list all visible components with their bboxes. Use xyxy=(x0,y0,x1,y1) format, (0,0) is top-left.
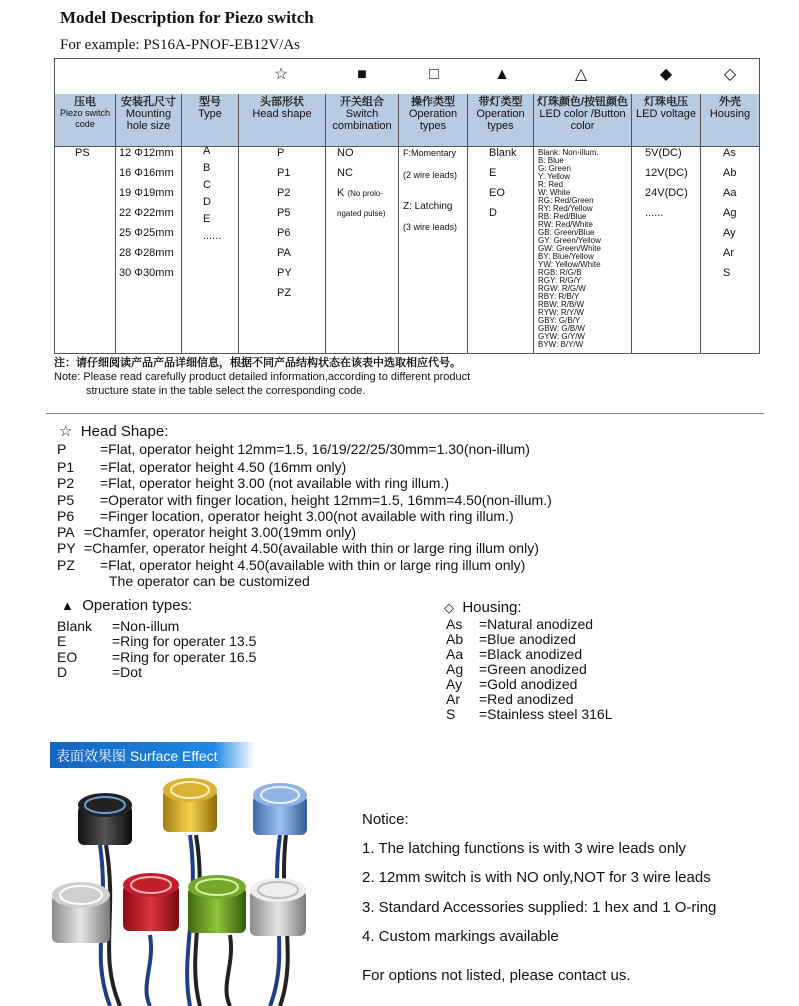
head-shape-title xyxy=(59,424,777,440)
list-item: Blank: Non-illum. xyxy=(538,148,599,157)
table-note xyxy=(54,356,754,398)
notice-item: 3. Standard Accessories supplied: 1 hex and 1 O-ring xyxy=(362,899,717,916)
header-en: Housing xyxy=(709,108,751,120)
desc: =Black anodized xyxy=(479,646,583,662)
diamond-icon: ◇ xyxy=(444,600,454,615)
list-item xyxy=(337,183,385,203)
header-en: Mounting hole size xyxy=(125,108,172,132)
code: Ab xyxy=(446,631,464,647)
list-item xyxy=(444,616,764,631)
desc: =Green anodized xyxy=(479,661,587,677)
note-en: structure state in the table select the corresponding code. xyxy=(86,385,366,397)
list-item: As xyxy=(723,147,736,159)
black-switch xyxy=(78,793,132,845)
list-item: GBW: G/B/W xyxy=(538,324,585,333)
list-item: S xyxy=(723,267,731,279)
code: Ar xyxy=(446,691,460,707)
header-en: Operation types xyxy=(408,108,458,132)
list-item: GYW: G/Y/W xyxy=(538,332,585,341)
example-text: For example: PS16A-PNOF-EB12V/As xyxy=(60,37,301,53)
operation-title xyxy=(61,598,357,614)
list-item: PA xyxy=(277,247,291,259)
desc: =Operator with finger location, height 12mm=1.5, 16mm=4.50(non-illum.) xyxy=(100,492,552,508)
col-divider xyxy=(467,94,468,353)
list-item xyxy=(57,540,777,557)
col-divider xyxy=(325,94,326,353)
code: PA xyxy=(57,524,75,540)
gold-switch xyxy=(163,778,217,832)
filled-triangle-symbol: ▲ xyxy=(494,66,510,83)
list-item: RG: Red/Green xyxy=(538,196,594,205)
code: P xyxy=(57,441,67,457)
list-item: ...... xyxy=(203,230,222,242)
code: P5 xyxy=(57,492,75,508)
col-divider xyxy=(631,94,632,353)
triangle-symbol: △ xyxy=(574,66,588,83)
list-item: R: Red xyxy=(538,180,563,189)
type-list xyxy=(203,143,221,245)
code: As xyxy=(446,616,463,632)
code: D xyxy=(57,664,68,680)
ring-list xyxy=(489,143,517,223)
list-item: RGY: R/G/Y xyxy=(538,276,582,285)
green-switch xyxy=(188,875,246,933)
star-icon: ☆ xyxy=(59,423,73,440)
list-item xyxy=(57,633,357,649)
list-item: Ag xyxy=(723,207,737,219)
list-item: NO xyxy=(337,147,354,159)
red-switch xyxy=(123,873,179,931)
code: Aa xyxy=(446,646,464,662)
header-housing xyxy=(701,96,759,120)
list-item xyxy=(57,649,357,664)
list-item: G: Green xyxy=(538,164,571,173)
header-en: Operation types xyxy=(476,108,525,132)
list-item: BY: Blue/Yellow xyxy=(538,252,594,261)
list-item: Aa xyxy=(723,187,737,199)
filled-triangle-icon: ▲ xyxy=(61,598,74,613)
col-divider xyxy=(398,94,399,353)
list-item: Blank xyxy=(489,147,517,159)
notice-item: 4. Custom markings available xyxy=(362,928,559,945)
list-item: 5V(DC) xyxy=(645,147,682,159)
desc: =Chamfer, operator height 4.50(available with thin or large ring illum only) xyxy=(84,540,539,556)
header-cn: 灯珠电压 xyxy=(644,96,688,108)
list-item xyxy=(444,706,764,721)
desc: =Natural anodized xyxy=(479,616,594,632)
list-item: P5 xyxy=(277,207,291,219)
list-item: 25 Φ25mm xyxy=(119,227,174,239)
product-photo xyxy=(40,775,340,1006)
list-item: RW: Red/White xyxy=(538,220,593,229)
list-item xyxy=(57,508,777,524)
head-list xyxy=(277,143,292,303)
header-piezo xyxy=(55,96,115,130)
header-voltage xyxy=(632,96,700,120)
code: PY xyxy=(57,540,76,556)
desc: =Gold anodized xyxy=(479,676,578,692)
list-item xyxy=(57,618,357,633)
list-item: B xyxy=(203,162,211,174)
list-item: Ar xyxy=(723,247,734,259)
list-item: EO xyxy=(489,187,505,199)
list-item: P6 xyxy=(277,227,291,239)
surface-effect-banner xyxy=(50,742,255,768)
diamond-symbol: ◇ xyxy=(723,66,737,83)
list-item: 19 Φ19mm xyxy=(119,187,174,199)
page-title: Model Description for Piezo switch xyxy=(60,8,314,27)
list-item: 12 Φ12mm xyxy=(119,147,174,159)
col-divider xyxy=(238,94,239,353)
code: P1 xyxy=(57,459,75,475)
desc: =Ring for operater 16.5 xyxy=(112,649,257,665)
list-item: RYW: R/Y/W xyxy=(538,308,584,317)
col-divider xyxy=(700,94,701,353)
list-item: 28 Φ28mm xyxy=(119,247,174,259)
header-switch xyxy=(326,96,398,132)
desc: =Flat, operator height 4.50(available with thin or large ring illum only) xyxy=(100,557,526,573)
col-divider xyxy=(533,94,534,353)
banner-label: 表面效果图 Surface Effect xyxy=(56,748,218,764)
desc: =Non-illum xyxy=(112,618,180,634)
header-mounting xyxy=(116,96,181,132)
switch-list xyxy=(337,143,385,221)
divider xyxy=(46,413,764,414)
list-item xyxy=(444,646,764,661)
section-title: Operation types: xyxy=(82,597,193,614)
housing-list xyxy=(723,143,736,283)
section-title: Head Shape: xyxy=(80,423,169,440)
list-item: 22 Φ22mm xyxy=(119,207,174,219)
list-item: PY xyxy=(277,267,292,279)
code: P2 xyxy=(57,475,75,491)
header-en: Type xyxy=(198,108,222,120)
silver-switch xyxy=(52,882,110,943)
list-item: 30 Φ30mm xyxy=(119,267,174,279)
symbol-row xyxy=(55,59,759,95)
header-operation xyxy=(399,96,467,132)
header-cn: 开关组合 xyxy=(340,96,384,108)
list-item: P2 xyxy=(277,187,291,199)
list-item: YW: Yellow/White xyxy=(538,260,601,269)
list-item xyxy=(444,691,764,706)
desc: =Stainless steel 316L xyxy=(479,706,613,722)
desc: =Chamfer, operator height 3.00(19mm only) xyxy=(84,524,356,540)
list-item: E xyxy=(203,213,211,225)
switch-k: K xyxy=(337,187,345,199)
code: S xyxy=(446,706,456,722)
desc: =Finger location, operator height 3.00(not available with ring illum.) xyxy=(100,508,514,524)
notice-item: 1. The latching functions is with 3 wire leads only xyxy=(362,840,687,857)
list-item: D xyxy=(489,207,497,219)
list-item: RBY: R/B/Y xyxy=(538,292,580,301)
notice-footer: For options not listed, please contact us. xyxy=(362,967,631,984)
led-color-list xyxy=(538,149,601,349)
list-item: RY: Red/Yellow xyxy=(538,204,593,213)
housing-section xyxy=(444,600,764,721)
list-item: 24V(DC) xyxy=(645,187,688,199)
list-item xyxy=(444,676,764,691)
list-item: 12V(DC) xyxy=(645,167,688,179)
header-led-color xyxy=(534,96,631,132)
list-item: RGB: R/G/B xyxy=(538,268,582,277)
blue-switch xyxy=(253,783,307,835)
list-item xyxy=(57,492,777,508)
header-head-shape xyxy=(239,96,325,120)
operation-section xyxy=(57,598,357,680)
list-item: Y: Yellow xyxy=(538,172,571,181)
code: Ag xyxy=(446,661,464,677)
notice-title: Notice: xyxy=(362,811,409,828)
list-item: RB: Red/Blue xyxy=(538,212,587,221)
code: E xyxy=(57,633,67,649)
list-item: P1 xyxy=(277,167,291,179)
notice-item: 2. 12mm switch is with NO only,NOT for 3 wire leads xyxy=(362,869,711,886)
switch-k-note: (No prolo- xyxy=(347,189,383,198)
list-item: A xyxy=(203,145,211,157)
list-item: Ab xyxy=(723,167,737,179)
list-item: GB: Green/Blue xyxy=(538,228,595,237)
list-item: E xyxy=(489,167,497,179)
mounting-list xyxy=(119,143,174,283)
list-item: (2 wire leads) xyxy=(403,170,458,180)
desc: =Flat, operator height 4.50 (16mm only) xyxy=(100,459,347,475)
list-item: B: Blue xyxy=(538,156,564,165)
list-item: (3 wire leads) xyxy=(403,222,458,232)
square-symbol: □ xyxy=(429,66,439,83)
operation-list xyxy=(403,143,457,237)
col-divider xyxy=(181,94,182,353)
list-item: Z: Latching xyxy=(403,201,453,212)
list-item xyxy=(57,475,777,492)
list-item: 16 Φ16mm xyxy=(119,167,174,179)
code: P6 xyxy=(57,508,75,524)
piezo-code: PS xyxy=(75,147,90,159)
list-item: C xyxy=(203,179,211,191)
list-item: D xyxy=(203,196,211,208)
filled-diamond-symbol: ◆ xyxy=(659,66,673,83)
list-item: GY: Green/Yellow xyxy=(538,236,601,245)
star-symbol: ☆ xyxy=(273,66,289,83)
list-item xyxy=(57,557,777,573)
list-item: RBW: R/B/W xyxy=(538,300,585,309)
header-cn: 安装孔尺寸 xyxy=(121,96,176,108)
list-item xyxy=(57,664,357,680)
note-cn: 注：请仔细阅读产品产品详细信息，根据不同产品结构状态在该表中选取相应代号。 xyxy=(54,357,461,369)
list-item: PZ xyxy=(277,287,292,299)
code: Blank xyxy=(57,618,93,634)
header-cn: 操作类型 xyxy=(411,96,455,108)
code: PZ xyxy=(57,557,75,573)
header-cn: 压电 xyxy=(74,96,96,108)
list-item: F:Momentary xyxy=(403,148,457,158)
section-title: Housing: xyxy=(462,599,522,616)
header-cn: 灯珠颜色/按钮颜色 xyxy=(536,96,629,108)
housing-title xyxy=(444,600,764,616)
header-en: Head shape xyxy=(252,108,312,120)
note-en: Note: Please read carefully product detailed information,according to different product xyxy=(54,371,471,383)
list-item: P xyxy=(277,147,285,159)
header-cn: 头部形状 xyxy=(260,96,304,108)
list-item: ...... xyxy=(645,207,664,219)
list-item xyxy=(57,441,777,459)
code: EO xyxy=(57,649,78,665)
header-en: Piezo switch code xyxy=(59,108,111,129)
desc: =Flat, operator height 3.00 (not available with ring illum.) xyxy=(100,475,450,491)
list-item: W: White xyxy=(538,188,571,197)
header-cn: 外壳 xyxy=(719,96,741,108)
header-en: Switch combination xyxy=(332,108,392,132)
list-item xyxy=(57,459,777,475)
head-shape-footer: The operator can be customized xyxy=(109,573,310,589)
col-divider xyxy=(115,94,116,353)
code: Ay xyxy=(446,676,463,692)
head-shape-section xyxy=(57,424,777,589)
header-type xyxy=(182,96,238,120)
header-en: LED voltage xyxy=(636,108,696,120)
list-item xyxy=(444,661,764,676)
header-cn: 带灯类型 xyxy=(478,96,523,108)
list-item: RGW: R/G/W xyxy=(538,284,586,293)
list-item: BYW: B/Y/W xyxy=(538,340,584,349)
desc: =Ring for operater 13.5 xyxy=(112,633,257,649)
list-item: Ay xyxy=(723,227,736,239)
header-en: LED color /Button color xyxy=(539,108,626,132)
model-table xyxy=(54,58,760,354)
header-cn: 型号 xyxy=(199,96,221,108)
white-switch xyxy=(250,878,306,936)
filled-square-symbol: ■ xyxy=(357,66,367,83)
header-ring xyxy=(468,96,533,132)
list-item: GBY: G/B/Y xyxy=(538,316,581,325)
list-item xyxy=(444,631,764,646)
desc: =Flat, operator height 12mm=1.5, 16/19/22/25/30mm=1.30(non-illum) xyxy=(100,441,530,457)
list-item: ngated pulse) xyxy=(337,209,386,218)
list-item xyxy=(57,524,777,540)
list-item: NC xyxy=(337,167,353,179)
voltage-list xyxy=(645,143,688,223)
desc: =Dot xyxy=(112,664,142,680)
list-item: GW: Green/White xyxy=(538,244,601,253)
desc: =Red anodized xyxy=(479,691,574,707)
desc: =Blue anodized xyxy=(479,631,576,647)
